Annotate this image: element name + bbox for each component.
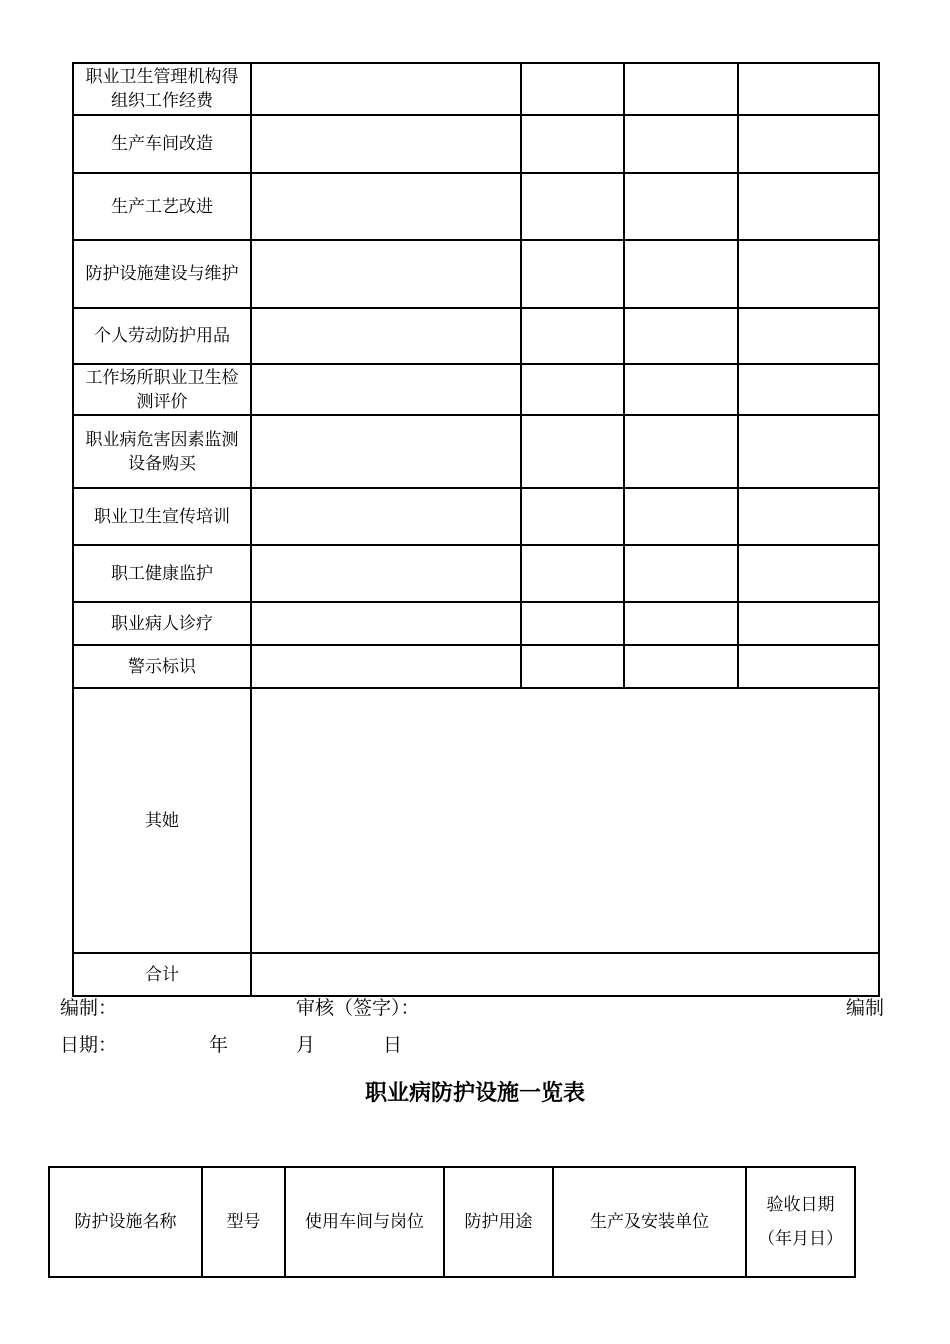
cost-cell — [251, 488, 521, 545]
table-row — [73, 173, 879, 240]
cost-cell — [738, 115, 879, 173]
cost-item-label: 职业卫生管理机构得组织工作经费 — [73, 63, 251, 115]
facility-section-title: 职业病防护设施一览表 — [364, 1080, 585, 1106]
reviewed-by-label: 审核（签字）： — [296, 997, 420, 1019]
cost-cell — [738, 545, 879, 602]
cost-cell — [624, 645, 738, 688]
cost-cell — [521, 602, 624, 645]
cost-table — [72, 62, 880, 997]
cost-cell — [251, 240, 521, 308]
cost-cell — [738, 173, 879, 240]
cost-cell — [521, 173, 624, 240]
column-header: 防护设施名称 — [49, 1167, 202, 1277]
cost-cell — [251, 63, 521, 115]
table-row — [73, 488, 879, 545]
cost-cell — [521, 645, 624, 688]
cost-cell — [251, 364, 521, 415]
cost-cell — [251, 415, 521, 488]
column-header: 生产及安装单位 — [553, 1167, 746, 1277]
cost-cell — [624, 115, 738, 173]
other-label: 其她 — [73, 688, 251, 953]
cost-item-label: 防护设施建设与维护 — [73, 240, 251, 308]
cost-item-label: 生产车间改造 — [73, 115, 251, 173]
column-header: 验收日期（年月日） — [746, 1167, 855, 1277]
cost-cell — [251, 602, 521, 645]
column-header: 使用车间与岗位 — [285, 1167, 444, 1277]
cost-cell — [521, 545, 624, 602]
table-row — [73, 308, 879, 364]
cost-item-label: 工作场所职业卫生检测评价 — [73, 364, 251, 415]
table-row — [73, 545, 879, 602]
cost-cell — [738, 364, 879, 415]
cost-cell — [738, 308, 879, 364]
cost-item-label: 警示标识 — [73, 645, 251, 688]
total-label: 合计 — [73, 953, 251, 996]
column-header: 防护用途 — [444, 1167, 553, 1277]
cost-cell — [738, 488, 879, 545]
cost-cell — [521, 364, 624, 415]
prepared-by-label: 编制： — [60, 997, 118, 1019]
cost-cell — [251, 115, 521, 173]
table-row — [73, 115, 879, 173]
day-label: 日 — [383, 1034, 403, 1056]
cost-item-label: 职业卫生宣传培训 — [73, 488, 251, 545]
date-label: 日期： — [60, 1034, 118, 1056]
total-cell — [251, 953, 879, 996]
cost-cell — [251, 308, 521, 364]
prepared-date-label: 编制 — [846, 997, 885, 1019]
year-label: 年 — [209, 1034, 229, 1056]
cost-cell — [738, 63, 879, 115]
cost-cell — [521, 240, 624, 308]
other-cell — [251, 688, 879, 953]
table-header-row — [49, 1167, 855, 1277]
table-row — [73, 602, 879, 645]
facility-table — [48, 1166, 856, 1278]
cost-cell — [624, 173, 738, 240]
table-row — [73, 63, 879, 115]
cost-cell — [521, 63, 624, 115]
cost-cell — [251, 173, 521, 240]
table-row — [73, 645, 879, 688]
cost-cell — [251, 645, 521, 688]
table-row — [73, 415, 879, 488]
cost-item-label: 个人劳动防护用品 — [73, 308, 251, 364]
cost-cell — [624, 488, 738, 545]
cost-cell — [624, 63, 738, 115]
cost-cell — [624, 602, 738, 645]
cost-cell — [521, 308, 624, 364]
cost-cell — [624, 545, 738, 602]
cost-cell — [624, 240, 738, 308]
cost-cell — [738, 645, 879, 688]
table-row — [73, 364, 879, 415]
cost-cell — [624, 308, 738, 364]
cost-cell — [521, 488, 624, 545]
month-label: 月 — [296, 1034, 316, 1056]
cost-cell — [521, 415, 624, 488]
column-header: 型号 — [202, 1167, 285, 1277]
table-row-other — [73, 688, 879, 953]
cost-cell — [624, 364, 738, 415]
cost-item-label: 职业病危害因素监测设备购买 — [73, 415, 251, 488]
cost-cell — [624, 415, 738, 488]
table-row-total — [73, 953, 879, 996]
cost-item-label: 生产工艺改进 — [73, 173, 251, 240]
cost-cell — [738, 240, 879, 308]
cost-item-label: 职业病人诊疗 — [73, 602, 251, 645]
table-row — [73, 240, 879, 308]
cost-cell — [251, 545, 521, 602]
cost-cell — [738, 602, 879, 645]
cost-item-label: 职工健康监护 — [73, 545, 251, 602]
cost-cell — [521, 115, 624, 173]
cost-cell — [738, 415, 879, 488]
